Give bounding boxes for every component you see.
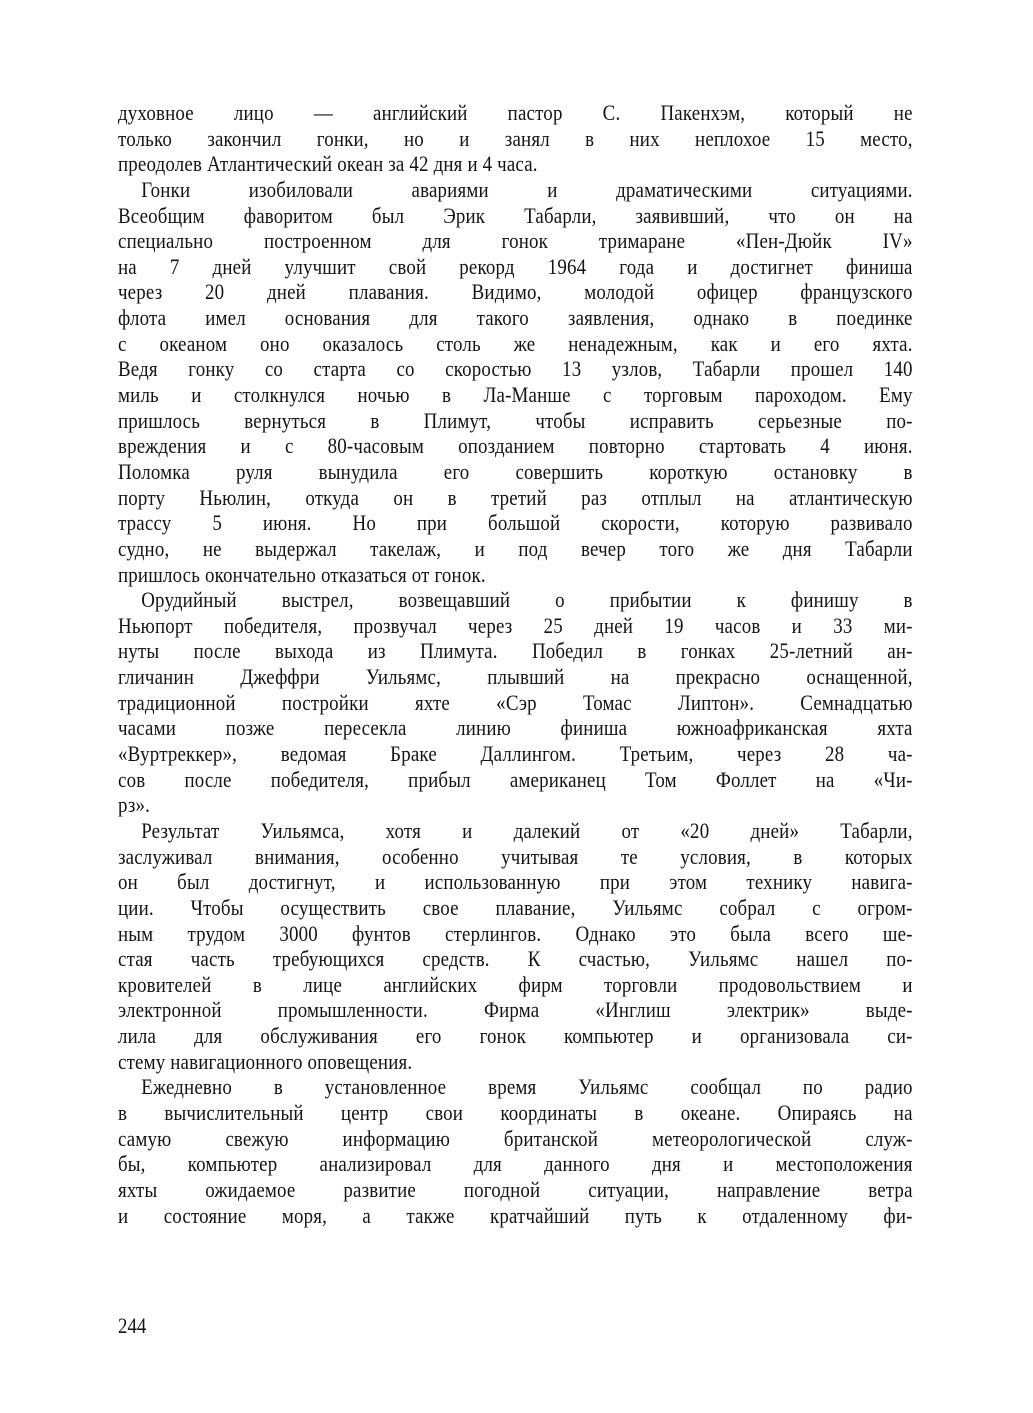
- text-line: миль и столкнулся ночью в Ла-Манше с торговым пароходом. Ему: [118, 382, 913, 408]
- text-line: трассу 5 июня. Но при большой скорости, которую развивало: [118, 510, 913, 536]
- paragraph: [118, 100, 913, 177]
- text-line: в вычислительный центр свои координаты в океане. Опираясь на: [118, 1099, 913, 1125]
- text-line: бы, компьютер анализировал для данного дня и местоположения: [118, 1151, 913, 1177]
- text-line: преодолев Атлантический океан за 42 дня и 4 часа.: [118, 151, 538, 177]
- text-line: электронной промышленности. Фирма «Инглиш электрик» выде-: [118, 997, 913, 1023]
- text-line: яхты ожидаемое развитие погодной ситуации, направление ветра: [118, 1176, 913, 1202]
- text-line: гличанин Джеффри Уильямс, плывший на прекрасно оснащенной,: [118, 664, 913, 690]
- text-line: стему навигационного оповещения.: [118, 1048, 413, 1074]
- text-line: рз».: [118, 792, 151, 818]
- text-line: духовное лицо — английский пастор С. Пакенхэм, который не: [118, 100, 913, 125]
- text-line: он был достигнут, и использованную при этом технику навига-: [118, 869, 913, 895]
- text-line: Результат Уильямса, хотя и далекий от «20 дней» Табарли,: [141, 817, 913, 843]
- page-number: 244: [118, 1313, 147, 1338]
- text-line: Гонки изобиловали авариями и драматическими ситуациями.: [141, 176, 913, 202]
- paragraph: [118, 587, 913, 818]
- text-line: с океаном оно оказалось столь же ненадежным, как и его яхта.: [118, 330, 913, 356]
- text-line: порту Ньюлин, откуда он в третий раз отплыл на атлантическую: [118, 484, 913, 510]
- text-line: ции. Чтобы осуществить свое плавание, Уильямс собрал с огром-: [118, 894, 913, 920]
- text-line: через 20 дней плавания. Видимо, молодой офицер французского: [118, 279, 913, 305]
- text-line: «Вуртреккер», ведомая Браке Даллингом. Третьим, через 28 ча-: [118, 741, 913, 767]
- text-line: вреждения и с 80-часовым опозданием повторно стартовать 4 июня.: [118, 433, 913, 459]
- text-line: только закончил гонки, но и занял в них неплохое 15 место,: [118, 125, 913, 151]
- paragraph: [118, 177, 913, 587]
- text-line: лила для обслуживания его гонок компьютер и организовала си-: [118, 1023, 913, 1049]
- text-line: традиционной постройки яхте «Сэр Томас Липтон». Семнадцатью: [118, 689, 913, 715]
- text-line: стая часть требующихся средств. К счастью, Уильямс нашел по-: [118, 946, 913, 972]
- paragraph: [118, 818, 913, 1074]
- text-line: Ньюпорт победителя, прозвучал через 25 дней 19 часов и 33 ми-: [118, 612, 913, 638]
- text-line: Всеобщим фаворитом был Эрик Табарли, заявивший, что он на: [118, 202, 913, 228]
- paragraph: [118, 1074, 913, 1228]
- text-line: нуты после выхода из Плимута. Победил в гонках 25-летний ан-: [118, 638, 913, 664]
- text-line: судно, не выдержал такелаж, и под вечер того же дня Табарли: [118, 535, 913, 561]
- text-line: Ведя гонку со старта со скоростью 13 узлов, Табарли прошел 140: [118, 356, 913, 382]
- text-line: ным трудом 3000 фунтов стерлингов. Однако это была всего ше-: [118, 920, 913, 946]
- text-line: флота имел основания для такого заявления, однако в поединке: [118, 305, 913, 331]
- text-line: пришлось окончательно отказаться от гонок.: [118, 561, 486, 587]
- text-line: специально построенном для гонок тримаране «Пен-Дюйк IV»: [118, 228, 913, 254]
- text-line: кровителей в лице английских фирм торговли продовольствием и: [118, 971, 913, 997]
- text-line: Орудийный выстрел, возвещавший о прибытии к финишу в: [141, 587, 913, 613]
- text-line: Ежедневно в установленное время Уильямс сообщал по радио: [141, 1074, 913, 1100]
- text-line: заслуживал внимания, особенно учитывая те условия, в которых: [118, 843, 913, 869]
- page-body: [118, 100, 913, 1228]
- text-line: сов после победителя, прибыл американец Том Фоллет на «Чи-: [118, 766, 913, 792]
- text-line: Поломка руля вынудила его совершить короткую остановку в: [118, 458, 913, 484]
- text-line: пришлось вернуться в Плимут, чтобы исправить серьезные по-: [118, 407, 913, 433]
- text-line: часами позже пересекла линию финиша южноафриканская яхта: [118, 715, 913, 741]
- text-line: и состояние моря, а также кратчайший путь к отдаленному фи-: [118, 1202, 913, 1228]
- text-line: самую свежую информацию британской метеорологической служ-: [118, 1125, 913, 1151]
- text-line: на 7 дней улучшит свой рекорд 1964 года и достигнет финиша: [118, 253, 913, 279]
